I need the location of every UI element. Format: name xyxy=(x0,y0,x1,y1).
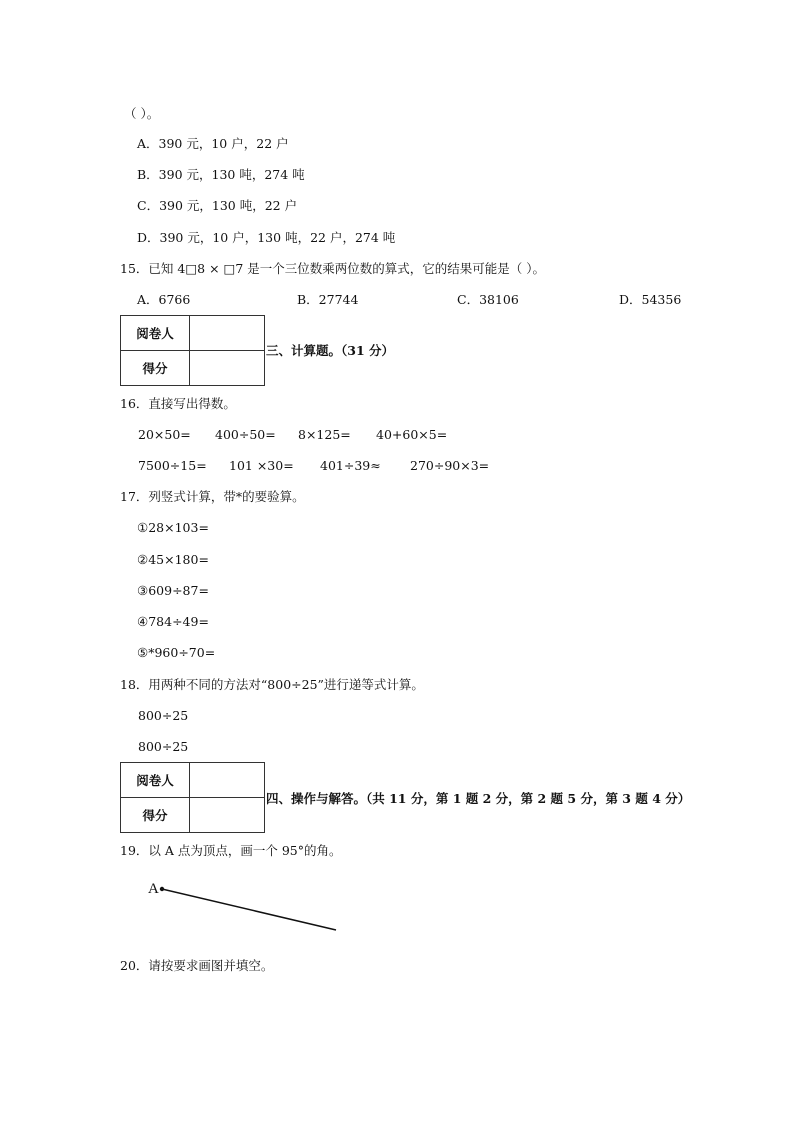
angle-figure xyxy=(140,870,350,940)
q16-r2-c2: 101 ×30= xyxy=(229,458,294,473)
point-a-label: A xyxy=(148,881,159,897)
score-cell xyxy=(190,798,265,833)
q15-option-a: A．6766 xyxy=(137,292,191,307)
q14-answer-bracket: （ ）。 xyxy=(124,106,160,121)
q15-option-c: C．38106 xyxy=(457,292,519,307)
section4-title: 四、操作与解答。（共 11 分，第 1 题 2 分，第 2 题 5 分，第 3 题 4 分） xyxy=(266,791,691,806)
q20-stem: 20．请按要求画图并填空。 xyxy=(120,958,274,973)
q15-stem: 15．已知 4□8 × □7 是一个三位数乘两位数的算式，它的结果可能是（ ）。 xyxy=(120,261,545,276)
angle-ray xyxy=(162,889,336,930)
q18-stem: 18．用两种不同的方法对“800÷25”进行递等式计算。 xyxy=(120,677,424,692)
q16-stem: 16．直接写出得数。 xyxy=(120,396,236,411)
reviewer-label: 阅卷人 xyxy=(121,316,190,351)
score-label: 得分 xyxy=(121,798,190,833)
q19-stem: 19．以 A 点为顶点，画一个 95°的角。 xyxy=(120,843,342,858)
score-cell xyxy=(190,351,265,386)
reviewer-label: 阅卷人 xyxy=(121,763,190,798)
reviewer-cell xyxy=(190,316,265,351)
q18-line-1: 800÷25 xyxy=(138,708,189,723)
q17-item-5: ⑤*960÷70= xyxy=(137,645,216,660)
score-table-section3 xyxy=(120,315,265,386)
q18-line-2: 800÷25 xyxy=(138,739,189,754)
q17-item-3: ③609÷87= xyxy=(137,583,209,598)
q16-r1-c4: 40+60×5= xyxy=(376,427,448,442)
q16-r2-c3: 401÷39≈ xyxy=(320,458,381,473)
q15-option-b: B．27744 xyxy=(297,292,359,307)
q17-item-2: ②45×180= xyxy=(137,552,209,567)
q17-stem: 17．列竖式计算，带*的要验算。 xyxy=(120,489,305,504)
q17-item-1: ①28×103= xyxy=(137,520,209,535)
q14-option-d: D．390 元，10 户，130 吨，22 户，274 吨 xyxy=(137,230,396,245)
section3-title: 三、计算题。（31 分） xyxy=(266,343,394,358)
q16-r1-c3: 8×125= xyxy=(298,427,351,442)
score-label: 得分 xyxy=(121,351,190,386)
reviewer-cell xyxy=(190,763,265,798)
q15-option-d: D．54356 xyxy=(619,292,682,307)
q16-r1-c2: 400÷50= xyxy=(215,427,276,442)
q14-option-b: B．390 元，130 吨，274 吨 xyxy=(137,167,305,182)
q14-option-a: A．390 元，10 户，22 户 xyxy=(137,136,289,151)
q16-r2-c1: 7500÷15= xyxy=(138,458,207,473)
q16-r2-c4: 270÷90×3= xyxy=(410,458,490,473)
score-table-section4 xyxy=(120,762,265,833)
q16-r1-c1: 20×50= xyxy=(138,427,191,442)
q14-option-c: C．390 元，130 吨，22 户 xyxy=(137,198,298,213)
q17-item-4: ④784÷49= xyxy=(137,614,209,629)
